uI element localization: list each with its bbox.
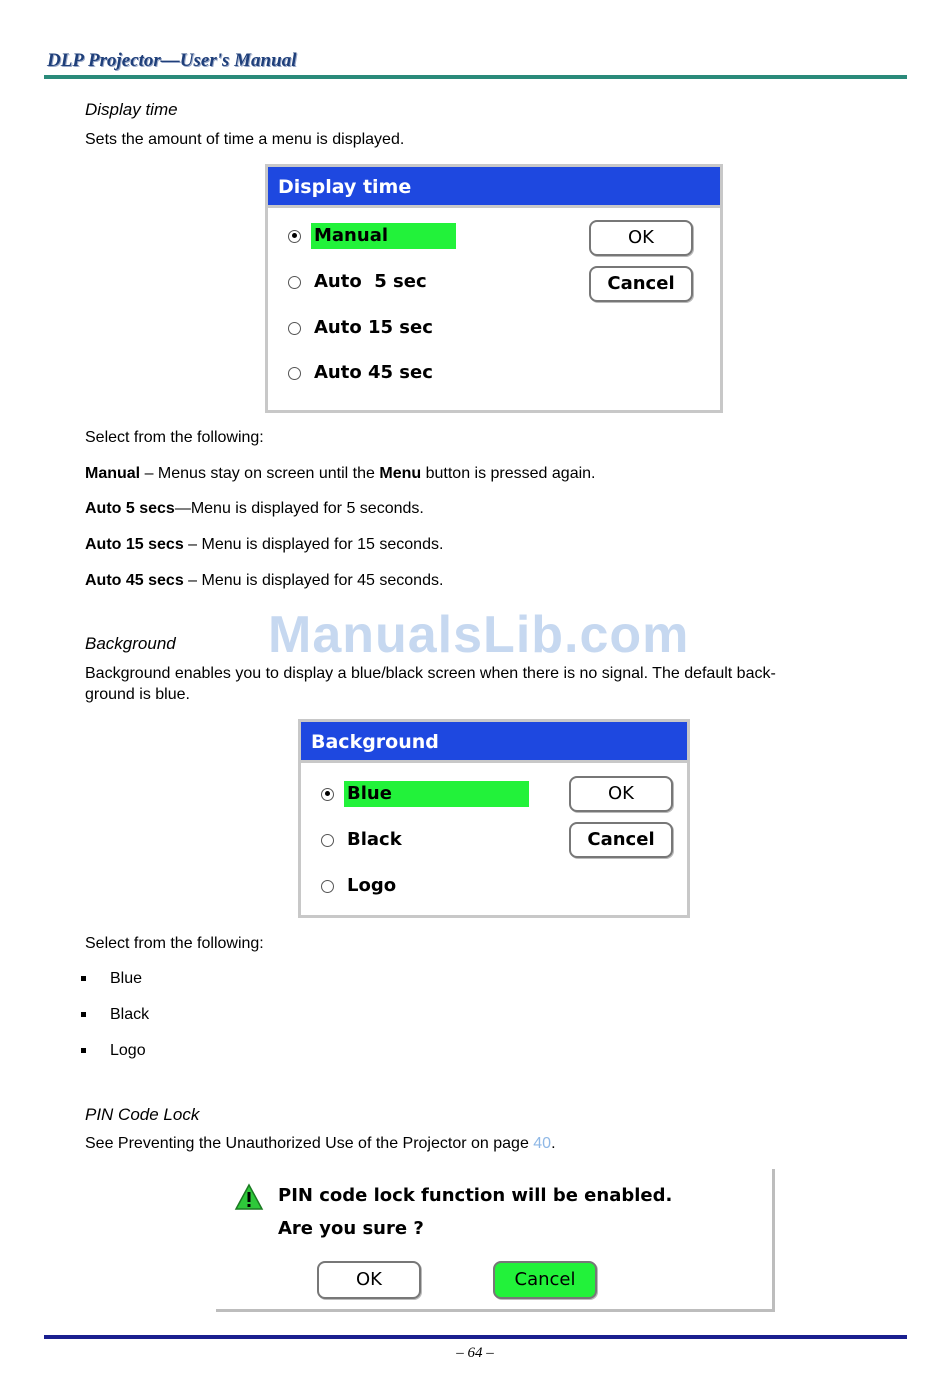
option-label: Blue	[344, 781, 529, 807]
background-bullet-blue: Blue	[110, 970, 143, 987]
bullet-icon	[81, 1012, 86, 1017]
display-time-option-auto-15[interactable]	[288, 315, 433, 341]
option-label: Auto 15 sec	[314, 317, 433, 338]
background-cancel-button[interactable]: Cancel	[569, 822, 673, 858]
pin-code-heading: PIN Code Lock	[85, 1105, 200, 1124]
warning-icon	[234, 1183, 264, 1211]
bullet-icon	[81, 1048, 86, 1053]
option-label: Black	[347, 829, 402, 850]
radio-icon	[288, 367, 301, 380]
dialog-edge	[772, 1169, 775, 1312]
background-option-logo[interactable]	[321, 873, 396, 899]
display-time-item-auto-5: Auto 5 secs—Menu is displayed for 5 seconds.	[85, 500, 424, 517]
background-ok-button[interactable]: OK	[569, 776, 673, 812]
pin-ok-button[interactable]: OK	[317, 1261, 421, 1299]
pin-dialog-message: PIN code lock function will be enabled.	[278, 1185, 673, 1206]
option-label: Auto 45 sec	[314, 362, 433, 383]
manual-header-title: DLP Projector—User's Manual	[47, 50, 297, 71]
background-option-blue[interactable]	[321, 781, 529, 807]
pin-cancel-button[interactable]: Cancel	[493, 1261, 597, 1299]
display-time-dialog-title: Display time	[268, 167, 720, 207]
page-link[interactable]: 40	[533, 1135, 552, 1152]
radio-icon	[321, 834, 334, 847]
display-time-dialog	[265, 164, 723, 413]
background-dialog-body	[301, 760, 687, 915]
background-option-black[interactable]	[321, 827, 402, 853]
display-time-dialog-body	[268, 205, 720, 410]
bullet-icon	[81, 976, 86, 981]
background-dialog-title: Background	[301, 722, 687, 762]
radio-selected-icon	[288, 230, 301, 243]
header-rule	[44, 75, 907, 79]
display-time-option-auto-45[interactable]	[288, 360, 433, 386]
background-select-text: Select from the following:	[85, 935, 264, 952]
pin-code-confirm-dialog	[216, 1169, 775, 1312]
display-time-ok-button[interactable]: OK	[589, 220, 693, 256]
radio-icon	[288, 276, 301, 289]
background-dialog	[298, 719, 690, 918]
page-number: – 64 –	[456, 1345, 494, 1361]
display-time-item-auto-45: Auto 45 secs – Menu is displayed for 45 seconds.	[85, 572, 444, 589]
display-time-option-manual[interactable]	[288, 223, 456, 249]
option-label: Manual	[311, 223, 456, 249]
pin-dialog-question: Are you sure ?	[278, 1218, 424, 1239]
footer-rule	[44, 1335, 907, 1339]
option-label: Logo	[347, 875, 397, 896]
radio-icon	[321, 880, 334, 893]
radio-icon	[288, 322, 301, 335]
radio-selected-icon	[321, 788, 334, 801]
watermark: ManualsLib.com	[268, 606, 690, 664]
background-heading: Background	[85, 634, 176, 653]
pin-code-reference: See Preventing the Unauthorized Use of the Projector on page 40.	[85, 1135, 556, 1152]
display-time-intro: Sets the amount of time a menu is displayed.	[85, 131, 405, 148]
background-bullet-logo: Logo	[110, 1042, 146, 1059]
display-time-heading: Display time	[85, 100, 178, 119]
background-bullet-black: Black	[110, 1006, 150, 1023]
display-time-select-text: Select from the following:	[85, 429, 264, 446]
display-time-item-manual: Manual – Menus stay on screen until the Menu button is pressed again.	[85, 465, 596, 482]
background-intro: Background enables you to display a blue/black screen when there is no signal. The default back- ground is blue.	[85, 665, 776, 703]
display-time-item-auto-15: Auto 15 secs – Menu is displayed for 15 seconds.	[85, 536, 444, 553]
option-label: Auto 5 sec	[314, 271, 427, 292]
display-time-option-auto-5[interactable]	[288, 269, 427, 295]
dialog-edge	[216, 1309, 775, 1312]
display-time-cancel-button[interactable]: Cancel	[589, 266, 693, 302]
